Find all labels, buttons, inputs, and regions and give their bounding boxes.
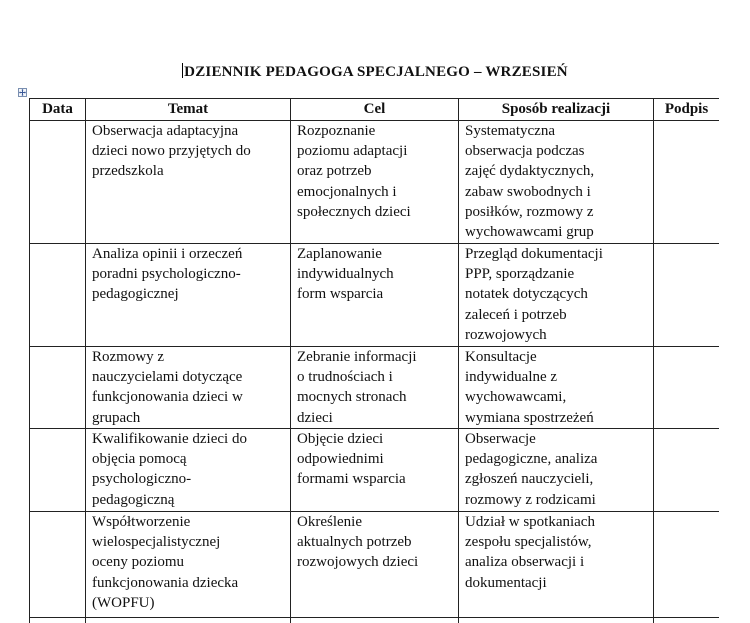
table-row [30,347,720,429]
cell-temat[interactable]: Kwalifikowanie dzieci do objęcia pomocą psychologiczno- pedagogiczną [86,429,291,512]
cell-podpis[interactable] [654,244,720,347]
cell-podpis[interactable] [654,429,720,512]
cell-sposob-realizacji[interactable]: Przegląd dokumentacji PPP, sporządzanie notatek dotyczących zaleceń i potrzeb rozwojowych [459,244,654,347]
table-row [30,429,720,512]
table-row [30,121,720,244]
cell-sposob-realizacji[interactable]: Systematyczna obserwacja podczas zajęć dydaktycznych, zabaw swobodnych i posiłków, rozmowy z wychowawcami grup [459,121,654,244]
cell-temat[interactable]: Analiza opinii i orzeczeń poradni psychologiczno- pedagogicznej [86,244,291,347]
cell-data[interactable] [30,512,86,618]
cell-cel[interactable]: Określenie aktualnych potrzeb rozwojowych dzieci [291,512,459,618]
cell-temat[interactable]: Współtworzenie wielospecjalistycznej oceny poziomu funkcjonowania dziecka (WOPFU) [86,512,291,618]
cell-temat[interactable]: Rozmowy z nauczycielami dotyczące funkcjonowania dzieci w grupach [86,347,291,429]
column-header-cel: Cel [291,99,459,121]
cell-data[interactable] [30,618,86,623]
journal-table-container [29,98,719,623]
cell-sposob-realizacji[interactable]: Obserwacje pedagogiczne, analiza zgłoszeń nauczycieli, rozmowy z rodzicami [459,429,654,512]
cell-cel[interactable]: Rozpoznanie poziomu adaptacji oraz potrzeb emocjonalnych i społecznych dzieci [291,121,459,244]
column-header-sposob-realizacji: Sposób realizacji [459,99,654,121]
cell-temat[interactable]: Obserwacja adaptacyjna dzieci nowo przyjętych do przedszkola [86,121,291,244]
cell-cel[interactable] [291,618,459,623]
table-move-handle-icon[interactable] [18,88,27,97]
table-row [30,244,720,347]
cell-sposob-realizacji[interactable] [459,618,654,623]
cell-cel[interactable]: Objęcie dzieci odpowiednimi formami wsparcia [291,429,459,512]
cell-cel[interactable]: Zaplanowanie indywidualnych form wsparcia [291,244,459,347]
table-header-row [30,99,720,121]
cell-podpis[interactable] [654,121,720,244]
cell-podpis[interactable] [654,512,720,618]
cell-temat[interactable] [86,618,291,623]
column-header-temat: Temat [86,99,291,121]
cell-podpis[interactable] [654,347,720,429]
table-row [30,618,720,623]
cell-sposob-realizacji[interactable]: Konsultacje indywidualne z wychowawcami, wymiana spostrzeżeń [459,347,654,429]
column-header-podpis: Podpis [654,99,720,121]
document-title-text: DZIENNIK PEDAGOGA SPECJALNEGO – WRZESIEŃ [184,64,568,80]
cell-data[interactable] [30,244,86,347]
document-title [0,63,750,81]
cell-data[interactable] [30,121,86,244]
cell-podpis[interactable] [654,618,720,623]
cell-cel[interactable]: Zebranie informacji o trudnościach i mocnych stronach dzieci [291,347,459,429]
journal-table [29,98,719,623]
cell-data[interactable] [30,429,86,512]
cell-data[interactable] [30,347,86,429]
cell-sposob-realizacji[interactable]: Udział w spotkaniach zespołu specjalistów, analiza obserwacji i dokumentacji [459,512,654,618]
column-header-data: Data [30,99,86,121]
table-row [30,512,720,618]
